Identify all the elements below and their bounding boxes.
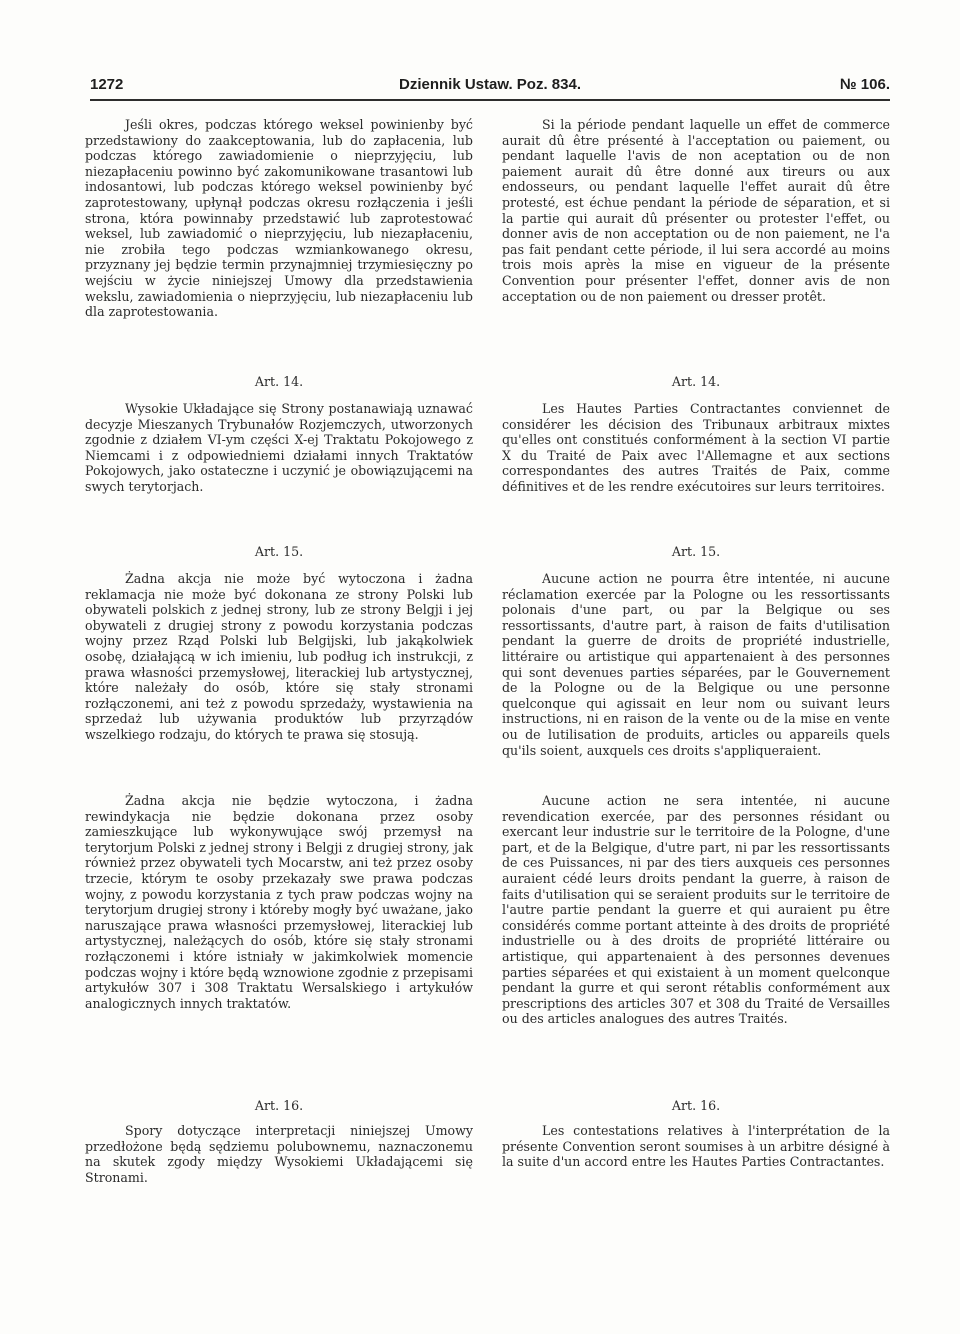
article-heading: Art. 16. bbox=[671, 1098, 721, 1113]
article-heading: Art. 14. bbox=[254, 374, 304, 389]
article-heading: Art. 14. bbox=[671, 374, 721, 389]
paragraph: Les contestations relatives à l'interprétation de la présente Convention seront soumises à un arbitre désigné à la suite d'un accord entre les Hautes Parties Contractantes. bbox=[502, 1123, 890, 1170]
french-article-16 bbox=[502, 1123, 890, 1170]
polish-article-14 bbox=[85, 401, 473, 495]
french-intro-text bbox=[502, 117, 890, 304]
paragraph: Wysokie Układające się Strony postanawiają uznawać decyzje Mieszanych Trybunałów Rozjemczych, utworzonych zgodnie z działem VI-ym części X-ej Traktatu Pokojowego z Niemcami i z odpowiedniemi działami innych Traktatów Pokojowych, jako ostateczne i uczynić je obowiązującemi na swych terytorjach. bbox=[85, 401, 473, 494]
paragraph: Aucune action ne sera intentée, ni aucune revendication exercée, par des personnes résidant ou exercant leur industrie sur le territoire de la Pologne, d'une part, et de la Belgique, d'utre part, ni par les ressortissants de ces Puissances, ni par des tiers auxqueis ces personnes auraient cédé leurs droits pendant la guerre, à raison de faits d'utilisation qui se seraient produits sur le territoire de l'autre partie pendant la guerre et qui auraient pu être considérés comme portant atteinte à des droits de propriété industrielle ou à des droits de propriété littéraire ou artistique, qui appartenaient à des personnes devenues parties séparées et qui existaient à un moment quelconque pendant la gurre et qui seront rétablis conformément aux prescriptions des articles 307 et 308 du Traité de Versailles ou des articles analogues des autres Traités. bbox=[502, 793, 890, 1027]
paragraph: Żadna akcja nie może być wytoczona i żadna reklamacja nie może być dokonana ze strony Polski lub obywateli polskich z jednej strony, lub ze strony Belgji i jej obywateli z drugiej strony z powodu korzystania podczas wojny przez Rząd Polski lub Belgijski, lub jakąkolwiek osobę, działającą w ich imieniu, lub podług ich instrukcji, z prawa własności przemysłowej, literackiej lub artystycznej, które należały do osób, które się stały stronami rozłączonemi, ani też z powodu sprzedaży, wystawienia na sprzedaż lub używania produktów lub przyrządów wszelkiego rodzaju, do których te prawa się stosują. bbox=[85, 571, 473, 742]
article-heading: Art. 16. bbox=[254, 1098, 304, 1113]
paragraph: Jeśli okres, podczas którego weksel powinienby być przedstawiony do zaakceptowania, lub do zapłacenia, lub podczas którego zawiadomienie o nieprzyjęciu, lub niezapłaceniu powinno być zakomunikowane trasantowi lub indosantowi, lub podczas którego weksel powinienby być zaprotestowany, upłynął podczas okresu rozłączenia i jeśli strona, która powinnaby przedstawić lub zaprotestować weksel, lub zawiadomić o nieprzyjęciu, lub niezapłaceniu, nie zrobiła tego podczas wzmiankowanego okresu, przyznany jej będzie termin przynajmniej trzymiesięczny po wejściu w życie niniejszej Umowy dla przedstawienia wekslu, zawiadomienia o nieprzyjęciu, lub niezapłaceniu lub dla zaprotestowania. bbox=[85, 117, 473, 320]
issue-number: № 106. bbox=[839, 76, 890, 93]
polish-intro-text bbox=[85, 117, 473, 320]
paragraph: Si la période pendant laquelle un effet de commerce aurait dû être présenté à l'acceptation ou paiement, ou pendant laquelle l'avis de non aceptation ou de non paiement aurait dû être donné aux tireurs ou aux endosseurs, ou pendant laquelle l'effet aurait dû être protesté, est échue pendant la période de séparation, et si la partie qui aurait dû présenter ou protester l'effet, ou donner avis de non acceptation ou de non paiement, ne l'a pas fait pendant cette période, il lui sera accordé au moins trois mois après la mise en vigueur de la présente Convention pour présenter l'effet, donner avis de non acceptation ou de non paiement ou dresser protêt. bbox=[502, 117, 890, 304]
polish-article-15-p2 bbox=[85, 793, 473, 1011]
page-number: 1272 bbox=[90, 76, 124, 93]
paragraph: Żadna akcja nie będzie wytoczona, i żadna rewindykacja nie będzie dokonana przez osoby zamieszkujące lub wykonywujące swój przemysł na terytorjum Polski z jednej strony i Belgji z drugiej strony, jak również przez obywateli tych Mocarstw, ani też przez osoby trzecie, którym te osoby przekazały swe prawa podczas wojny, z powodu korzystania z tych praw podczas wojny na terytorjum drugiej strony i któreby mogły być uważane, jako naruszające prawa własności przemysłowej, literackiej lub artystycznej, należących do osób, które się stały stronami rozłączonemi i które istniały w jakimkolwiek momencie podczas wojny i które będą wznowione zgodnie z przepisami artykułów 307 i 308 Traktatu Wersalskiego i artykułów analogicznych innych traktatów. bbox=[85, 793, 473, 1011]
page-header bbox=[90, 76, 890, 100]
polish-article-16 bbox=[85, 1123, 473, 1185]
paragraph: Spory dotyczące interpretacji niniejszej Umowy przedłożone będą sędziemu polubownemu, naznaczonemu na skutek zgody między Wysokiemi Układającemi się Stronami. bbox=[85, 1123, 473, 1185]
article-heading: Art. 15. bbox=[671, 544, 721, 559]
french-article-15-p2 bbox=[502, 793, 890, 1027]
paragraph: Aucune action ne pourra être intentée, ni aucune réclamation exercée par la Pologne ou les ressortissants polonais d'une part, ou par la Belgique ou ses ressortissants, d'autre part, à raison de faits d'utilisation pendant la guerre de droits de propriété industrielle, littéraire ou artistique qui appartenaient à des personnes qui sont devenues parties séparées, par le Gouvernement de la Pologne ou de la Belgique ou une personne quelconque qui agissait en leur nom ou suivant leurs instructions, ni en raison de la vente ou de la mise en vente ou de lutilisation de produits, articles ou appareils quels qu'ils soient, auxquels ces droits s'appliqueraient. bbox=[502, 571, 890, 758]
header-rule bbox=[90, 99, 890, 101]
article-heading: Art. 15. bbox=[254, 544, 304, 559]
french-article-15-p1 bbox=[502, 571, 890, 758]
journal-title: Dziennik Ustaw. Poz. 834. bbox=[399, 76, 581, 93]
paragraph: Les Hautes Parties Contractantes conviennet de considérer les décision des Tribunaux arbitraux mixtes qu'elles ont constitués conformément à la section VI partie X du Traité de Paix avec l'Allemagne et aux sections correspondantes des autres Traités de Paix, comme définitives et de les rendre exécutoires sur leurs territoires. bbox=[502, 401, 890, 494]
polish-article-15-p1 bbox=[85, 571, 473, 743]
french-article-14 bbox=[502, 401, 890, 495]
